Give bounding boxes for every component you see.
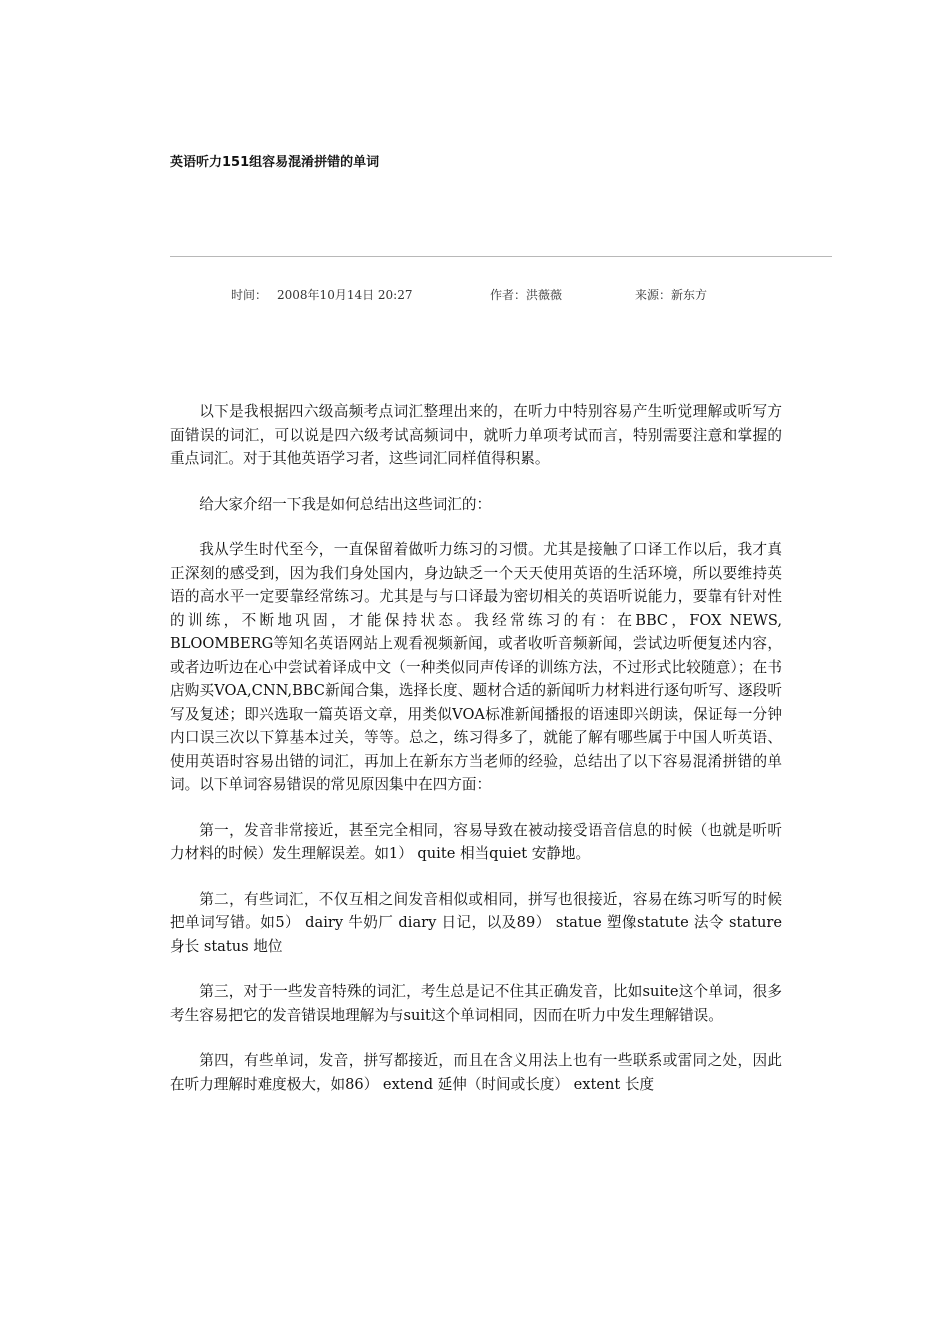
paragraph-reason-1: 第一，发音非常接近，甚至完全相同，容易导致在被动接受语音信息的时候（也就是听听力材料的时候）发生理解误差。如1） quite 相当quiet 安静地。 bbox=[170, 821, 782, 862]
meta-author-label: 作者： bbox=[490, 288, 527, 302]
meta-author-value: 洪薇薇 bbox=[526, 288, 563, 302]
meta-time bbox=[231, 286, 413, 303]
meta-source-label: 来源： bbox=[635, 288, 672, 302]
meta-time-label: 时间： bbox=[231, 288, 268, 302]
paragraph-reason-4: 第四，有些单词，发音，拼写都接近，而且在含义用法上也有一些联系或雷同之处，因此在听力理解时难度极大，如86） extend 延伸（时间或长度） extent 长度 bbox=[170, 1052, 782, 1093]
meta-source bbox=[635, 286, 707, 303]
paragraph-intro: 以下是我根据四六级高频考点词汇整理出来的，在听力中特别容易产生听觉理解或听写方面错误的词汇，可以说是四六级考试高频词中，就听力单项考试而言，特别需要注意和掌握的重点词汇。对于其他英语学习者，这些词汇同样值得积累。 bbox=[170, 403, 782, 467]
meta-time-value: 2008年10月14日 20:27 bbox=[277, 288, 413, 302]
meta-author bbox=[490, 286, 562, 303]
article-body bbox=[170, 400, 782, 1096]
paragraph-reason-3: 第三，对于一些发音特殊的词汇，考生总是记不住其正确发音，比如suite这个单词，很多考生容易把它的发音错误地理解为与suit这个单词相同，因而在听力中发生理解错误。 bbox=[170, 983, 782, 1024]
paragraph-reason-2: 第二，有些词汇，不仅互相之间发音相似或相同，拼写也很接近，容易在练习听写的时候把单词写错。如5） dairy 牛奶厂 diary 日记，以及89） statue 塑像statute 法令 stature 身长 status 地位 bbox=[170, 890, 782, 955]
paragraph-practice: 我从学生时代至今，一直保留着做听力练习的习惯。尤其是接触了口译工作以后，我才真正深刻的感受到，因为我们身处国内，身边缺乏一个天天使用英语的生活环境，所以要维持英语的高水平一定要靠经常练习。尤其是与与口译最为密切相关的英语听说能力，要靠有针对性的训练，不断地巩固，才能保持状态。我经常练习的有：在BBC，FOX NEWS, BLOOMBERG等知名英语网站上观看视频新闻，或者收听音频新闻，尝试边听便复述内容，或者边听边在心中尝试着译成中文（一种类似同声传译的训练方法，不过形式比较随意）；在书店购买VOA,CNN,BBC新闻合集，选择长度、题材合适的新闻听力材料进行逐句听写、逐段听写及复述；即兴选取一篇英语文章，用类似VOA标准新闻播报的语速即兴朗读，保证每一分钟内口误三次以下算基本过关，等等。总之，练习得多了，就能了解有哪些属于中国人听英语、使用英语时容易出错的词汇，再加上在新东方当老师的经验，总结出了以下容易混淆拼错的单词。以下单词容易错误的常见原因集中在四方面： bbox=[170, 541, 782, 793]
title-divider bbox=[170, 256, 832, 257]
paragraph-method-lead: 给大家介绍一下我是如何总结出这些词汇的： bbox=[199, 495, 492, 513]
article-title: 英语听力151组容易混淆拼错的单词 bbox=[170, 155, 380, 170]
meta-source-value: 新东方 bbox=[671, 288, 708, 302]
